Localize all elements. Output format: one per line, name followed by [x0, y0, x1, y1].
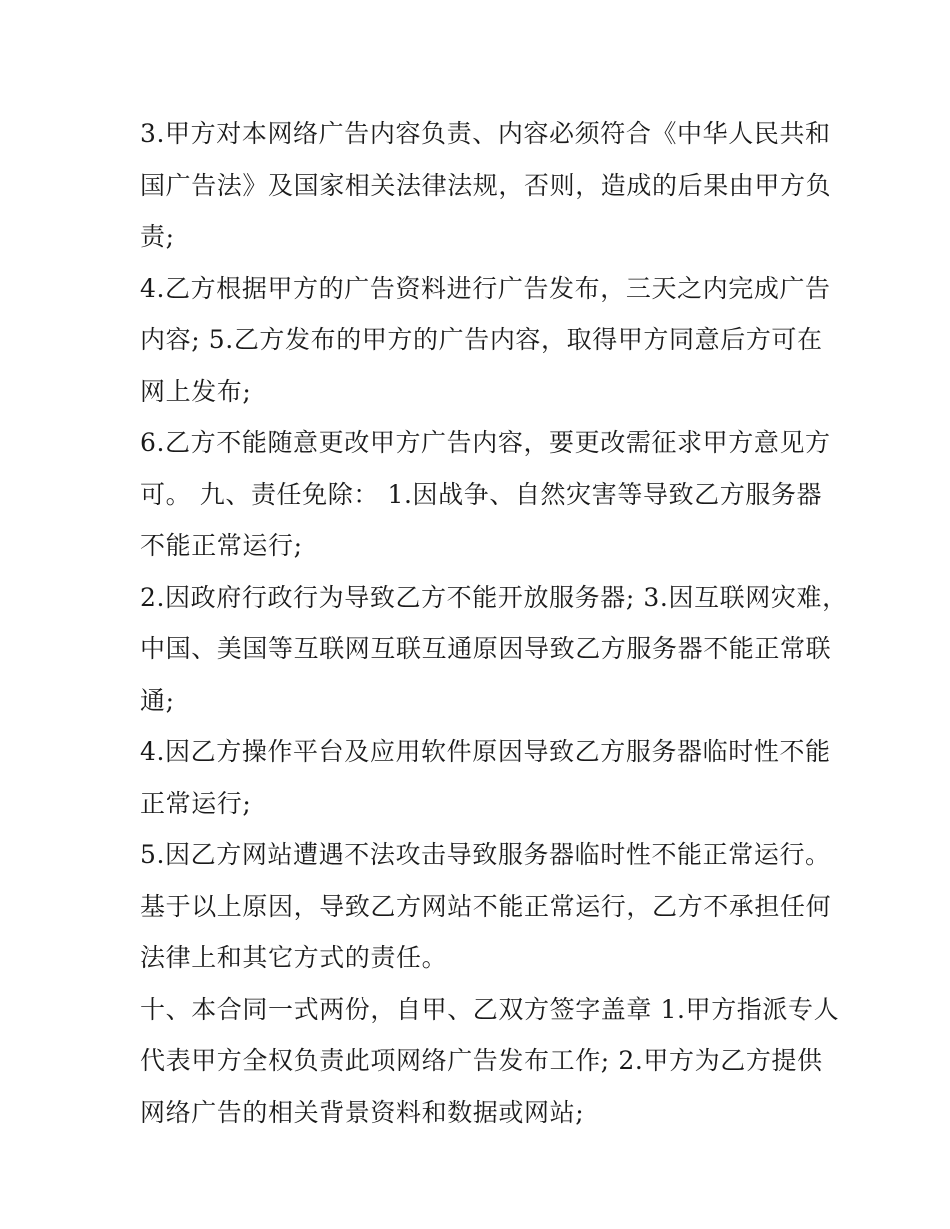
clause-3-paragraph — [140, 108, 832, 263]
text-line: 责; — [140, 222, 175, 251]
text-line: 3.甲方对本网络广告内容负责、内容必须符合《中华人民共和 — [140, 119, 831, 148]
text-line: 代表甲方全权负责此项网络广告发布工作; 2.甲方为乙方提供 — [140, 1046, 823, 1075]
text-line: 国广告法》及国家相关法律法规，否则，造成的后果由甲方负 — [140, 170, 832, 200]
clause-4-5-paragraph — [140, 263, 831, 418]
exemption-2-3-paragraph — [140, 572, 848, 727]
text-line: 内容; 5.乙方发布的甲方的广告内容，取得甲方同意后方可在 — [140, 325, 823, 354]
text-line: 2.因政府行政行为导致乙方不能开放服务器; 3.因互联网灾难， — [140, 582, 848, 612]
exemption-5-paragraph — [140, 829, 832, 984]
text-line: 正常运行; — [140, 788, 252, 818]
text-line: 网上发布; — [140, 376, 252, 406]
text-line: 法律上和其它方式的责任。 — [140, 943, 448, 972]
text-line: 通; — [140, 685, 175, 715]
text-line: 不能正常运行; — [140, 531, 303, 560]
document-body — [140, 108, 848, 1138]
text-line: 可。 九、责任免除： 1.因战争、自然灾害等导致乙方服务器 — [140, 479, 823, 509]
text-line: 中国、美国等互联网互联互通原因导致乙方服务器不能正常联 — [140, 634, 832, 663]
text-line: 十、本合同一式两份，自甲、乙双方签字盖章 1.甲方指派专人 — [140, 994, 840, 1024]
text-line: 基于以上原因，导致乙方网站不能正常运行，乙方不承担任何 — [140, 891, 832, 921]
text-line: 4.因乙方操作平台及应用软件原因导致乙方服务器临时性不能 — [140, 737, 831, 766]
clause-6-liability-paragraph — [140, 417, 831, 572]
text-line: 网络广告的相关背景资料和数据或网站; — [140, 1097, 585, 1127]
text-line: 6.乙方不能随意更改甲方广告内容，要更改需征求甲方意见方 — [140, 428, 831, 457]
exemption-4-paragraph — [140, 726, 831, 829]
text-line: 5.因乙方网站遭遇不法攻击导致服务器临时性不能正常运行。 — [140, 840, 831, 869]
text-line: 4.乙方根据甲方的广告资料进行广告发布，三天之内完成广告 — [140, 273, 831, 303]
clause-10-paragraph — [140, 984, 840, 1139]
